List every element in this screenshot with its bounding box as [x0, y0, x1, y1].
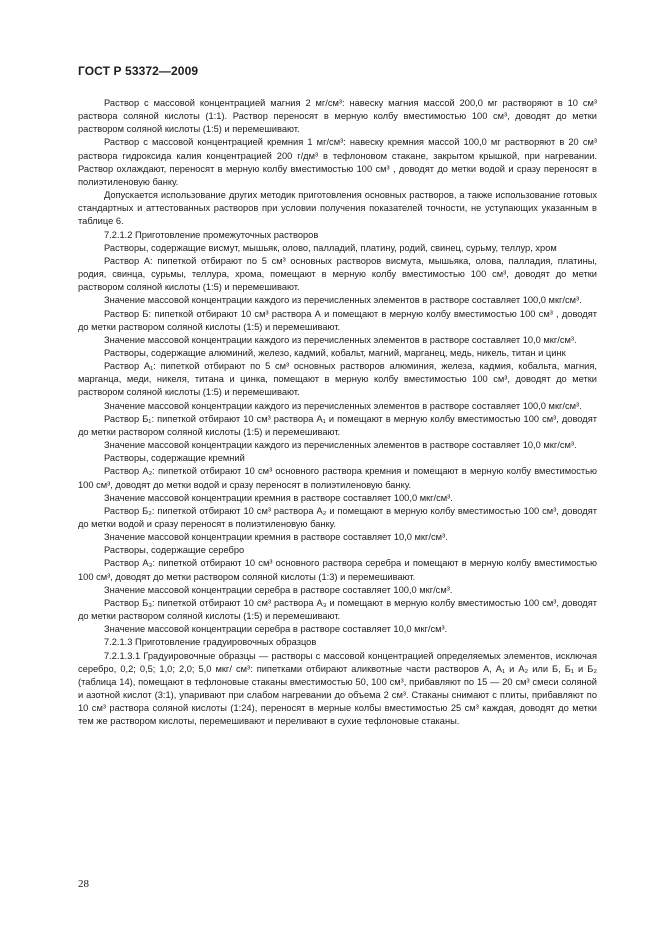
paragraph: Растворы, содержащие кремний	[104, 453, 245, 464]
page-number: 28	[78, 878, 89, 890]
paragraph: Значение массовой концентрации кремния в растворе составляет 10,0 мкг/см³.	[104, 532, 448, 543]
paragraph: Допускается использование других методик приготовления основных растворов, а также использование готовых стандартных и аттестованных растворов при условии получения показателей точности, не уступающих указанным в таблице 6.	[78, 190, 597, 227]
paragraph: Раствор с массовой концентрацией магния 2 мг/см³: навеску магния массой 200,0 мг растворяют в 10 см³ раствора соляной кислоты (1:1). Раствор переносят в мерную колбу вместимостью 100 см³, доводят до метки раствором соляной кислоты (1:5) и перемешивают.	[78, 98, 597, 135]
document-body	[78, 97, 597, 729]
paragraph: Раствор Б₃: пипеткой отбирают 10 см³ раствора А₃ и помещают в мерную колбу вместимостью 100 см³, доводят до метки раствором соляной кислоты (1:5) и перемешивают.	[78, 597, 597, 622]
section-heading: 7.2.1.3 Приготовление градуировочных образцов	[104, 637, 317, 648]
paragraph: Растворы, содержащие висмут, мышьяк, олово, палладий, платину, родий, свинец, сурьму, теллур, хром	[104, 242, 557, 253]
paragraph: Раствор Б₁: пипеткой отбирают 10 см³ раствора А₁ и помещают в мерную колбу вместимостью 100 см³, доводят до метки раствором соляной кислоты (1:5) и перемешивают.	[78, 413, 597, 437]
paragraph: Раствор с массовой концентрацией кремния 1 мг/см³: навеску кремния массой 100,0 мг растворяют в 20 см³ раствора гидроксида калия концентрацией 200 г/дм³ в тефлоновом стакане, закрытом крышкой, при нагревании. Раствор охлаждают, переносят в мерную колбу вместимостью 100 см³ , доводят до метки водой и сразу переносят в полиэтиленовую банку.	[78, 137, 597, 187]
section-heading: 7.2.1.2 Приготовление промежуточных растворов	[104, 229, 319, 240]
paragraph: Значение массовой концентрации каждого из перечисленных элементов в растворе составляет 100,0 мкг/см³.	[104, 295, 582, 306]
paragraph: Значение массовой концентрации серебра в растворе составляет 10,0 мкг/см³.	[104, 624, 448, 635]
paragraph: Раствор Б₂: пипеткой отбирают 10 см³ раствора А₂ и помещают в мерную колбу вместимостью 100 см³, доводят до метки водой и сразу переносят в полиэтиленовую банку.	[78, 505, 597, 529]
paragraph: Раствор А₂: пипеткой отбирают 10 см³ основного раствора кремния и помещают в мерную колбу вместимостью 100 см³, доводят до метки водой и сразу переносят в полиэтиленовую банку.	[78, 466, 597, 490]
paragraph: Раствор А: пипеткой отбирают по 5 см³ основных растворов висмута, мышьяка, олова, палладия, платины, родия, свинца, сурьмы, теллура, хрома, помещают в мерную колбу вместимостью 100 см³, доводят до метки раствором соляной кислоты (1:5) и перемешивают.	[78, 255, 597, 293]
paragraph: 7.2.1.3.1 Градуировочные образцы — растворы с массовой концентрацией определяемых элементов, исключая серебро, 0,2; 0,5; 1,0; 2,0; 5,0 мкг/ см³: пипетками отбирают аликвотные части растворов А, А₁ и А₂ или Б, Б₁ и Б₂ (таблица 14), помещают в тефлоновые стаканы вместимостью 50, 100 см³, прибавляют по 15 — 20 см³ смеси соляной и азотной кислот (3:1), упаривают при слабом нагревании до объема 2 см³. Стаканы снимают с плиты, прибавляют по 10 см³ раствора соляной кислоты (1:24), переносят в мерные колбы вместимостью 25 см³ каждая, доводят до метки тем же раствором кислоты, перемешивают и переливают в сухие тефлоновые стаканы.	[78, 650, 597, 727]
paragraph: Значение массовой концентрации каждого из перечисленных элементов в растворе составляет 10,0 мкг/см³.	[104, 440, 577, 451]
paragraph: Растворы, содержащие алюминий, железо, кадмий, кобальт, магний, марганец, медь, никель, титан и цинк	[104, 347, 566, 358]
paragraph: Растворы, содержащие серебро	[104, 545, 245, 556]
paragraph: Значение массовой концентрации кремния в растворе составляет 100,0 мкг/см³.	[104, 492, 453, 503]
paragraph: Раствор А₁: пипеткой отбирают по 5 см³ основных растворов алюминия, железа, кадмия, кобальта, магния, марганца, меди, никеля, титана и цинка, помещают в мерную колбу вместимостью 100 см³, доводят до метки раствором соляной кислоты (1:5) и перемешивают.	[78, 361, 597, 398]
paragraph: Значение массовой концентрации каждого из перечисленных элементов в растворе составляет 10,0 мкг/см³.	[104, 334, 577, 345]
paragraph: Раствор Б: пипеткой отбирают 10 см³ раствора А и помещают в мерную колбу вместимостью 100 см³ , доводят до метки раствором соляной кислоты (1:5) и перемешивают.	[78, 308, 597, 332]
paragraph: Значение массовой концентрации серебра в растворе составляет 100,0 мкг/см³.	[104, 584, 453, 595]
paragraph: Раствор А₃: пипеткой отбирают 10 см³ основного раствора серебра и помещают в мерную колбу вместимостью 100 см³, доводят до метки раствором соляной кислоты (1:3) и перемешивают.	[78, 558, 597, 582]
paragraph: Значение массовой концентрации каждого из перечисленных элементов в растворе составляет 100,0 мкг/см³.	[104, 400, 582, 411]
document-header: ГОСТ Р 53372—2009	[78, 64, 199, 78]
